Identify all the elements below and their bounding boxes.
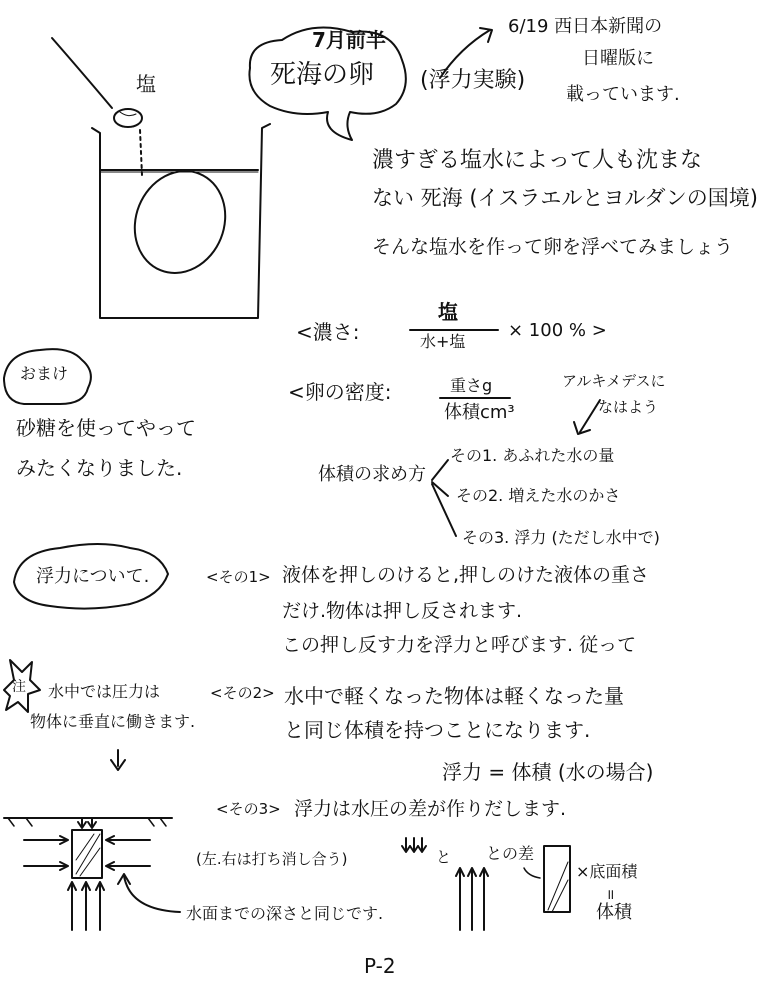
section2-tag: <その2> [210,684,275,702]
intro-line-3: そんな塩水を作って卵を浮べてみましょう [372,236,734,258]
concentration-label: <濃さ: [296,320,360,344]
volume-word: 体積 [596,902,632,923]
section1-line-2: だけ.物体は押し反されます. [282,600,523,622]
area-label: ×底面積 [576,862,638,881]
concentration-denominator: 水+塩 [420,332,466,351]
newspaper-note-1: 6/19 西日本新聞の [508,16,663,37]
intro-line-2: ない 死海 (イスラエルとヨルダンの国境) [372,186,758,210]
bonus-badge: おまけ [20,364,69,383]
beaker-illustration [92,124,270,318]
equal-mark: ॥ [606,887,615,903]
section3-line-1: 浮力は水圧の差が作りだします. [294,798,567,820]
note-line-2: 物体に垂直に働きます. [30,712,196,731]
section2-line-2: と同じ体積を持つことになります. [284,718,591,742]
section1-tag: <その1> [206,568,271,586]
spoon-illustration [52,38,142,127]
section2-line-1: 水中で軽くなった物体は軽くなった量 [284,684,624,708]
section1-line-1: 液体を押しのけると,押しのけた液体の重さ [282,564,650,586]
note-line-1: 水中では圧力は [48,682,161,701]
concentration-multiplier: × 100 % > [508,320,607,341]
volume-method-2: その2. 増えた水のかさ [456,486,621,505]
density-label: <卵の密度: [288,380,392,404]
page-number: P-2 [364,954,396,978]
bonus-line-2: みたくなりました. [16,456,183,480]
section3-tag: <その3> [216,800,281,818]
newspaper-note-2: 日曜版に [582,48,654,69]
archimedes-note-1: アルキメデスに [562,372,666,390]
volume-method-1: その1. あふれた水の量 [450,446,615,465]
concentration-numerator: 塩 [438,300,458,324]
bonus-line-1: 砂糖を使ってやって [16,416,196,440]
salt-stream [140,130,142,175]
left-right-note: (左.右は打ち消し合う) [196,850,348,868]
buoyancy-heading: 浮力について. [36,566,150,587]
section1-line-3: この押し反す力を浮力と呼びます. 従って [282,634,637,656]
egg-illustration [120,157,241,286]
experiment-label: (浮力実験) [420,68,526,93]
density-denominator: 体積cm³ [444,402,515,423]
volume-method-3: その3. 浮力 (ただし水中で) [462,528,660,547]
difference-label-1: と [436,848,452,866]
page-title: 死海の卵 [270,60,375,90]
newspaper-note-3: 載っています. [566,84,680,105]
depth-note: 水面までの深さと同じです. [186,904,384,923]
difference-label-2: との差 [486,844,535,863]
salt-label: 塩 [136,72,156,96]
note-badge: 注 [12,679,26,695]
section2-equation: 浮力 = 体積 (水の場合) [442,760,654,784]
header-date: 7月前半 [312,28,386,52]
density-numerator: 重さg [450,376,493,395]
volume-method-label: 体積の求め方 [318,464,426,485]
archimedes-note-2: なはよう [598,398,659,416]
intro-line-1: 濃すぎる塩水によって人も沈まな [372,148,703,173]
